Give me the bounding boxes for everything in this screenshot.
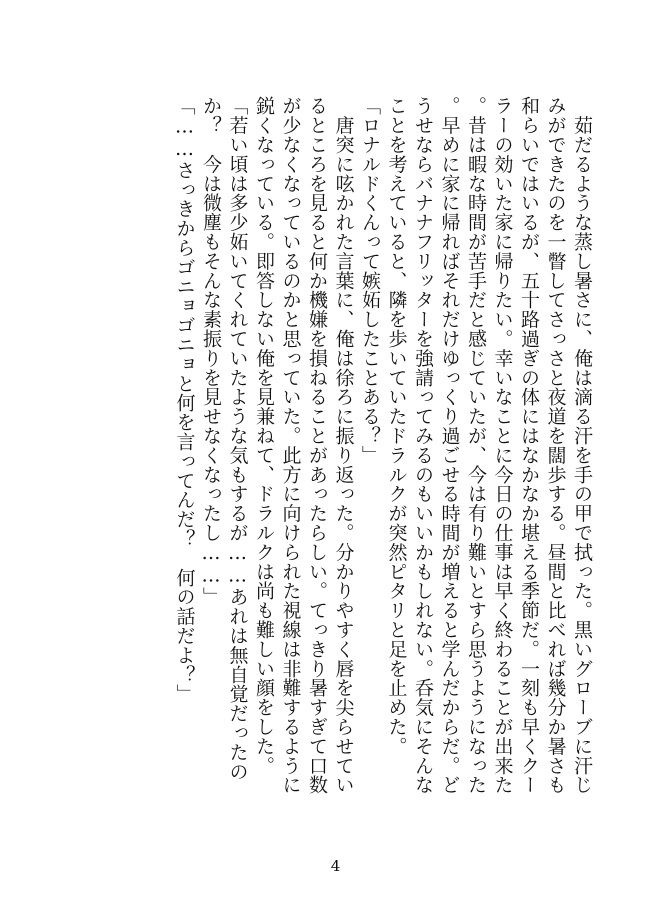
dialogue-draluc-complaint: 「若い頃は多少妬いてくれていたような気もするが……あれは無自覚だったのか？ 今は微塵もそんな素振りを見せなくなったし……」 bbox=[200, 96, 249, 781]
narration-paragraph-1: 茹だるような蒸し暑さに、俺は滴る汗を手の甲で拭った。黒いグローブに汗じみができたのを一瞥してさっさと夜道を闊歩する。昼間と比べれば幾分か暑さも和らいではいるが、五十路過ぎの体にはなかなか堪える季節だ。一刻も早くクーラーの効いた家に帰りたい。幸いなことに今日の仕事は早く終わることが出来た。昔は暇な時間が苦手だと感じていたが、今は有り難いとすら思うようになった。早めに家に帰ればそれだけゆっくり過ごせる時間が増えると学んだからだ。どうせならバナナフリッターを強請ってみるのもいいかもしれない。呑気にそんなことを考えていると、隣を歩いていたドラルクが突然ピタリと足を止めた。 bbox=[385, 96, 593, 795]
dialogue-ronald-reply: 「……さっきからゴニョゴニョと何を言ってんだ？ 何の話だよ？」 bbox=[173, 96, 196, 704]
page-number: 4 bbox=[330, 857, 341, 875]
vertical-text-body bbox=[65, 96, 595, 796]
narration-paragraph-2: 唐突に呟かれた言葉に、俺は徐ろに振り返った。分かりやすく唇を尖らせているところを見ると何か機嫌を損ねることがあったらしい。てっきり暑すぎて口数が少なくなっているのかと思っていた。此方に向けられた視線は非難するように鋭くなっている。即答しない俺を見兼ねて、ドラルクは尚も難しい顔をした。 bbox=[253, 96, 355, 795]
dialogue-ronald-jealousy-question: 「ロナルドくんって嫉妬したことある？」 bbox=[359, 96, 381, 465]
